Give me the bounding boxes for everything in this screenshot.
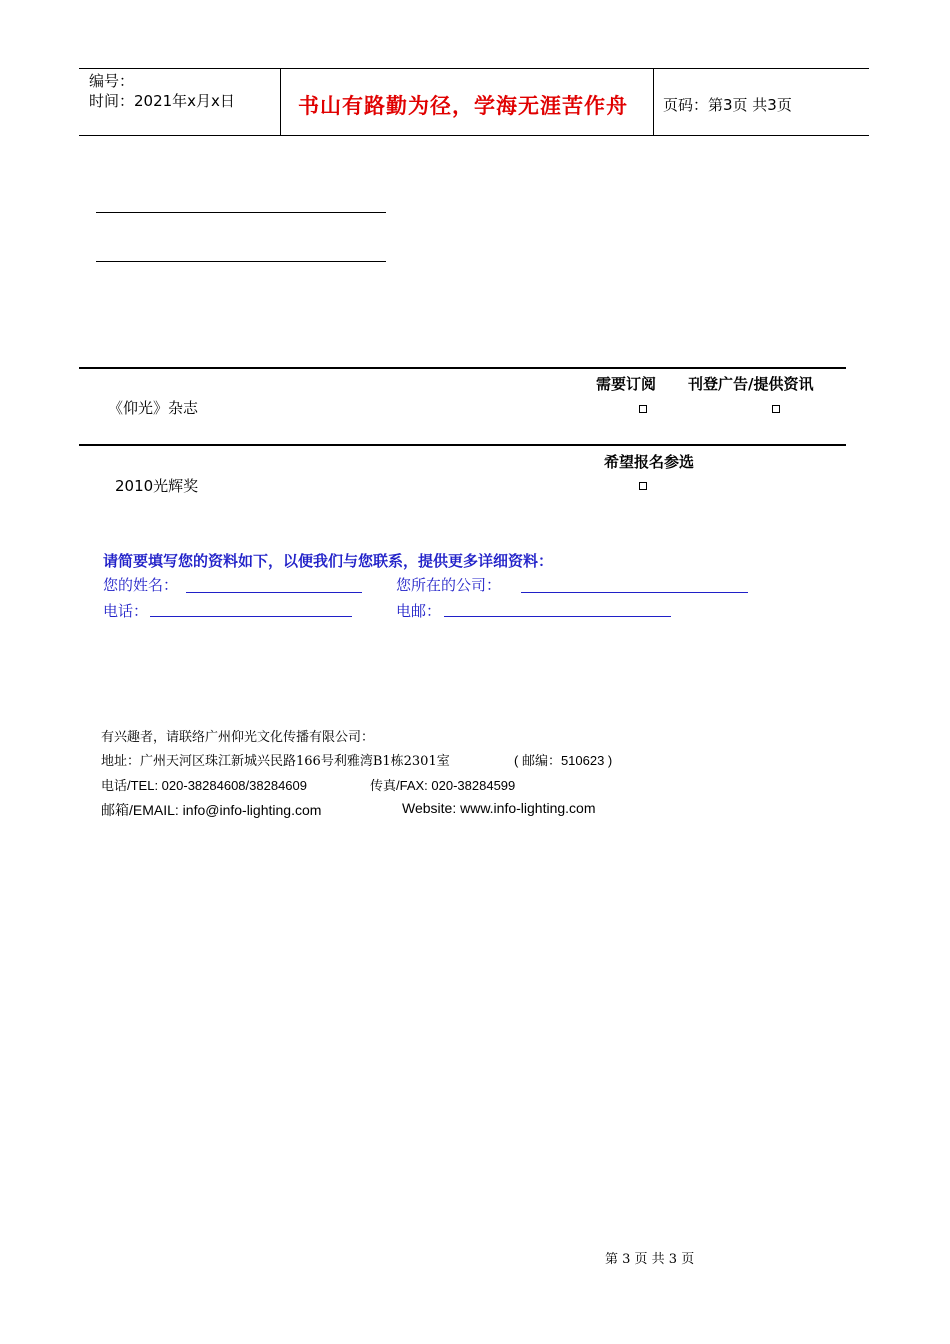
magazine-name: 《仰光》杂志: [108, 399, 199, 417]
header-motto: 书山有路勤为径，学海无涯苦作舟: [298, 94, 628, 118]
header-divider-right: [653, 69, 654, 136]
magazine-col-advertise-label: 刊登广告/提供资讯: [688, 375, 814, 393]
magazine-col-subscribe-label: 需要订阅: [596, 375, 657, 393]
contact-tel: 电话/TEL: 020-38284608/38284609: [101, 778, 307, 793]
advertise-checkbox[interactable]: [772, 405, 780, 413]
form-company-field[interactable]: [521, 592, 748, 593]
award-name: 2010光辉奖: [115, 477, 199, 495]
section-rule-top: [79, 367, 846, 369]
contact-address: 地址：广州天河区珠江新城兴民路166号利雅湾B1栋2301室: [101, 754, 450, 769]
header-date-label: 时间：2021年x月x日: [89, 92, 235, 110]
contact-intro: 有兴趣者，请联络广州仰光文化传播有限公司：: [101, 730, 375, 745]
blank-line-2: [96, 261, 386, 262]
header-divider-left: [280, 69, 281, 136]
header-top-border: [79, 68, 869, 69]
header-bottom-border: [79, 135, 869, 136]
header-number-label: 编号：: [89, 72, 135, 90]
form-name-field[interactable]: [186, 592, 362, 593]
award-entry-checkbox[interactable]: [639, 482, 647, 490]
form-intro: 请简要填写您的资料如下，以便我们与您联系，提供更多详细资料：: [103, 552, 554, 570]
form-email-field[interactable]: [444, 616, 671, 617]
subscribe-checkbox[interactable]: [639, 405, 647, 413]
contact-email[interactable]: 邮箱/EMAIL: info@info-lighting.com: [101, 802, 322, 818]
form-name-label: 您的姓名：: [103, 576, 179, 594]
form-phone-field[interactable]: [150, 616, 352, 617]
contact-postcode: ( 邮编：510623 ): [514, 753, 613, 768]
award-col-entry-label: 希望报名参选: [604, 453, 695, 471]
header-page-label: 页码：第3页 共3页: [663, 96, 792, 114]
form-phone-label: 电话：: [103, 602, 149, 620]
form-email-label: 电邮：: [396, 602, 442, 620]
blank-line-1: [96, 212, 386, 213]
contact-fax: 传真/FAX: 020-38284599: [370, 778, 516, 793]
contact-website[interactable]: Website: www.info-lighting.com: [402, 800, 596, 816]
section-rule-middle: [79, 444, 846, 446]
footer-page-number: 第 3 页 共 3 页: [605, 1252, 695, 1267]
form-company-label: 您所在的公司：: [396, 576, 502, 594]
